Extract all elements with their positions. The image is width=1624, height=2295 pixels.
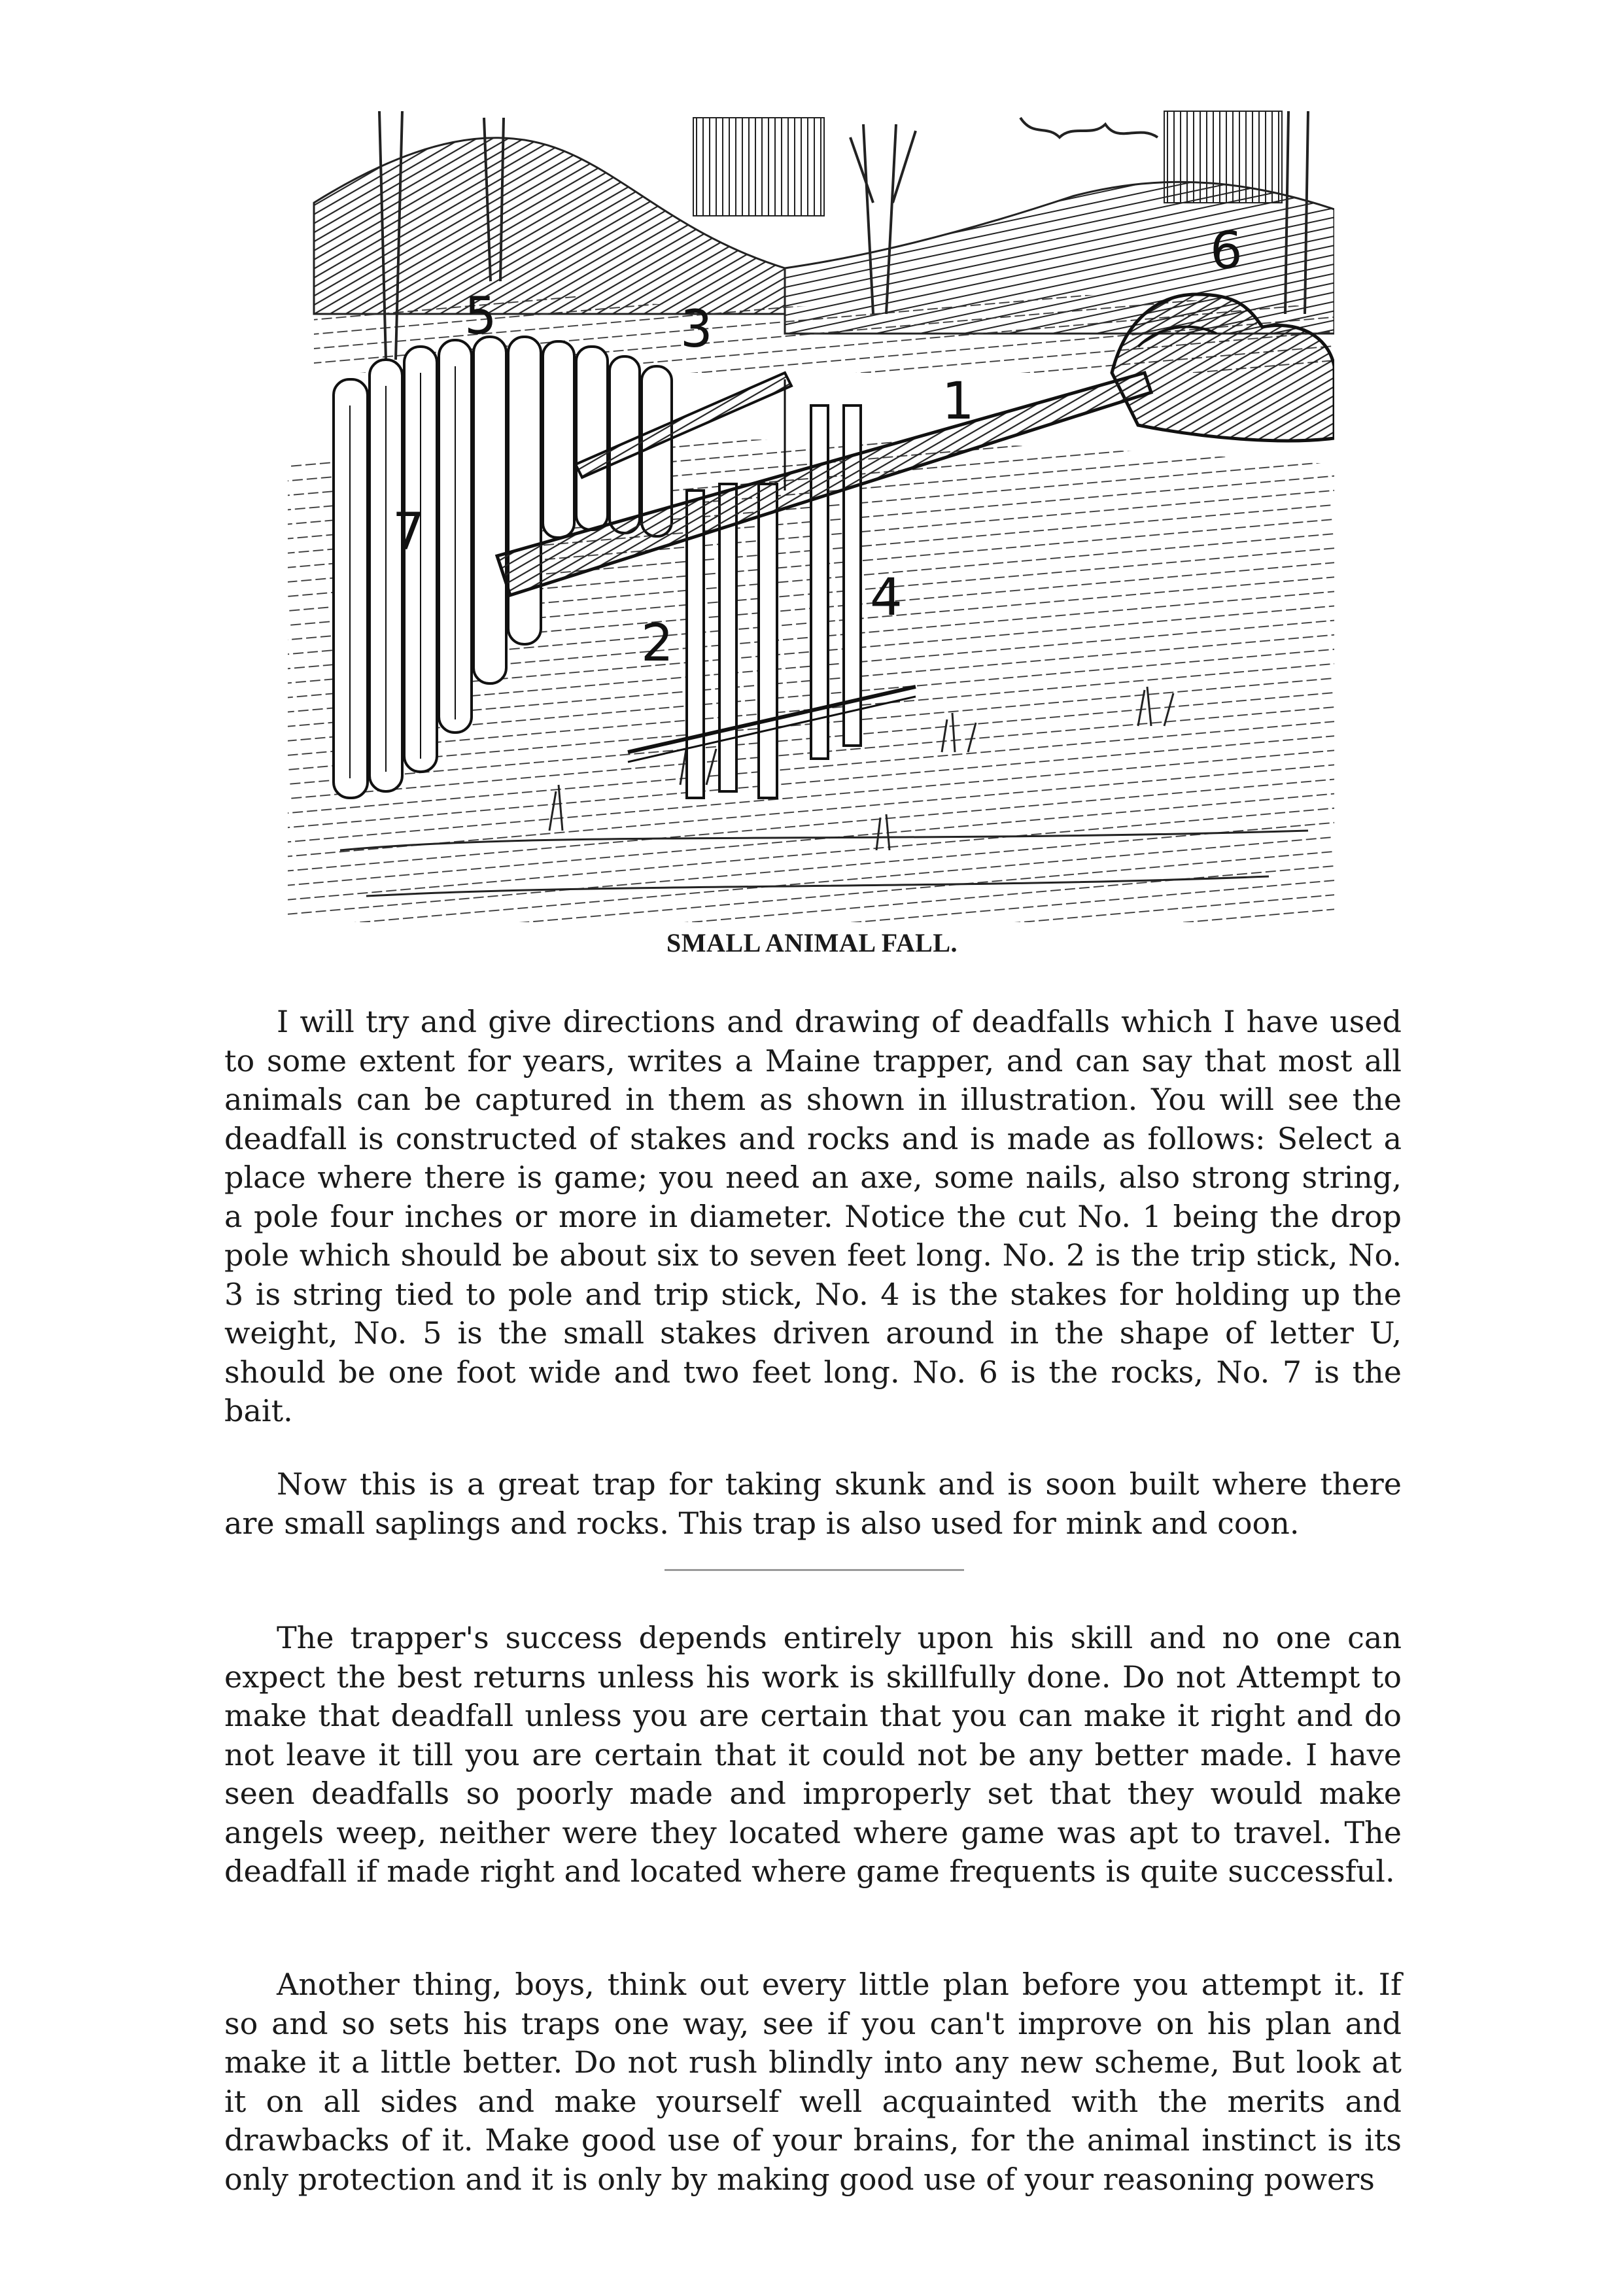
label-no-6: 6 [1210, 222, 1243, 281]
deadfall-illustration [288, 98, 1334, 922]
paragraph-deadfall-directions [224, 1003, 1402, 1431]
paragraph-text: Another thing, boys, think out every little plan before you attempt it. If so and so sets his traps one way, see if you can't improve on his plan and make it a little better. Do not rush blindly into any new scheme, But look at it on all sides and make yourself well acquainted with the merits and drawbacks of it. Make good use of your brains, for the animal instinct is its only protection and it is only by making good use of your reasoning powers [224, 1967, 1402, 2197]
paragraph-skunk-trap [224, 1465, 1402, 1543]
label-no-1: 1 [942, 372, 975, 431]
label-no-3: 3 [680, 300, 713, 359]
paragraph-text: The trapper's success depends entirely upon his skill and no one can expect the best returns unless his work is skillfully done. Do not Attempt to make that deadfall unless you are certain that you can make it right and do not leave it till you are certain that it could not be any better made. I have seen deadfalls so poorly made and improperly set that they would make angels weep, neither were they located where game was apt to travel. The deadfall if made right and located where game frequents is quite successful. [224, 1620, 1402, 1889]
paragraph-text: Now this is a great trap for taking skunk and is soon built where there are small saplings and rocks. This trap is also used for mink and coon. [224, 1466, 1402, 1541]
figure-caption: SMALL ANIMAL FALL. [666, 928, 958, 958]
deadfall-drawing [288, 98, 1334, 922]
label-no-4: 4 [870, 568, 903, 627]
paragraph-text: I will try and give directions and drawing of deadfalls which I have used to some extent for years, writes a Maine trapper, and can say that most all animals can be captured in them as shown in illustration. You will see the deadfall is constructed of stakes and rocks and is made as follows: Select a place where there is game; you need an axe, some nails, also strong string, a pole four inches or more in diameter. Notice the cut No. 1 being the drop pole which should be about six to seven feet long. No. 2 is the trip stick, No. 3 is string tied to pole and trip stick, No. 4 is the stakes for holding up the weight, No. 5 is the small stakes driven around in the shape of letter U, should be one foot wide and two feet long. No. 6 is the rocks, No. 7 is the bait. [224, 1004, 1402, 1428]
paragraph-plan-ahead [224, 1965, 1402, 2199]
label-no-7: 7 [392, 503, 425, 562]
label-no-5: 5 [464, 287, 497, 346]
section-divider [665, 1569, 964, 1571]
label-no-2: 2 [641, 614, 674, 673]
paragraph-trapper-skill [224, 1619, 1402, 1891]
